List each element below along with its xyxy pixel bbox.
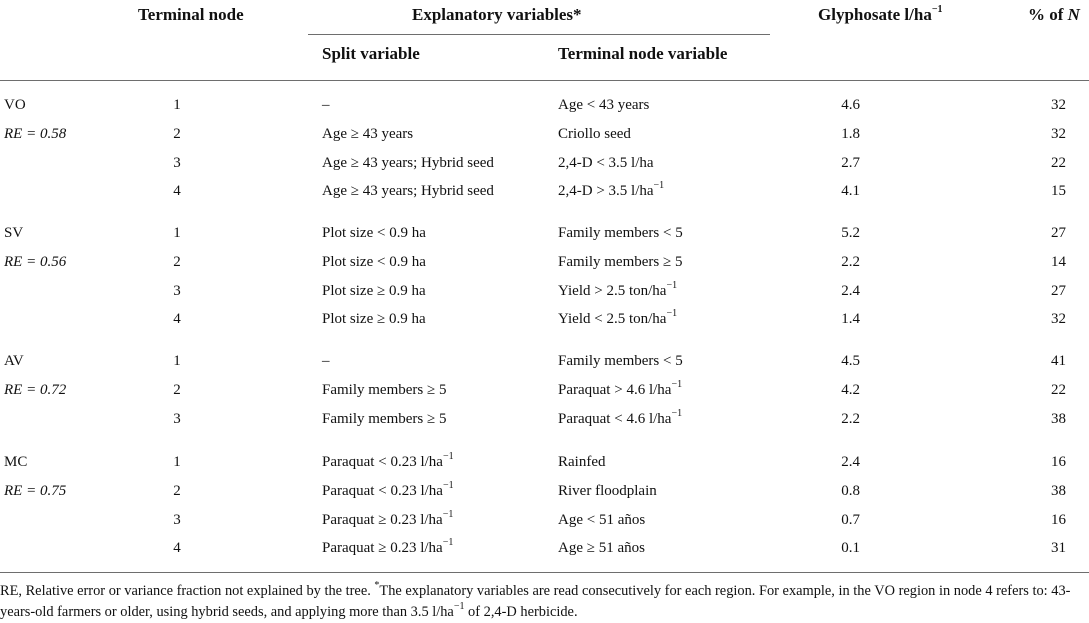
split-variable-cell-text: Family members ≥ 5 [322, 381, 447, 398]
terminal-node-number: 2 [173, 381, 181, 398]
split-variable-cell-exponent: −1 [442, 451, 454, 462]
terminal-node-variable-cell-text: 2,4-D < 3.5 l/ha [558, 154, 654, 171]
terminal-node-number: 1 [173, 353, 181, 369]
terminal-node-variable-cell-text: Age < 43 years [558, 97, 650, 113]
split-variable-cell-text: Paraquat ≥ 0.23 l/ha [322, 511, 443, 528]
split-variable-cell [322, 479, 454, 500]
footnote [0, 581, 1085, 623]
region-relative-error: RE = 0.56 [4, 253, 67, 270]
percent-n-value: 32 [1051, 125, 1066, 142]
footnote-text-end: of 2,4-D herbicide. [464, 604, 578, 620]
region-label: VO [4, 97, 26, 113]
split-variable-cell [322, 96, 330, 114]
glyphosate-value: 4.5 [841, 353, 860, 369]
split-variable-cell [322, 453, 454, 471]
terminal-node-variable-cell-text: 2,4-D > 3.5 l/ha [558, 183, 654, 200]
split-variable-cell-text: Plot size ≥ 0.9 ha [322, 282, 426, 299]
header-pct-n [1028, 5, 1080, 25]
percent-n-value: 16 [1051, 511, 1066, 528]
terminal-node-variable-cell-text: Paraquat > 4.6 l/ha [558, 381, 672, 398]
glyphosate-value: 5.2 [841, 225, 860, 241]
split-variable-cell [322, 282, 426, 300]
terminal-node-variable-cell [558, 182, 664, 200]
percent-n-value: 22 [1051, 154, 1066, 171]
percent-n-value: 27 [1051, 225, 1066, 241]
split-variable-cell-text: Age ≥ 43 years; Hybrid seed [322, 154, 494, 171]
terminal-node-number: 1 [173, 97, 181, 113]
table-bottom-rule [0, 572, 1089, 573]
glyphosate-value: 4.1 [841, 183, 860, 200]
percent-n-value: 16 [1051, 454, 1066, 470]
header-pct-label: % of [1028, 5, 1068, 24]
glyphosate-value: 0.8 [841, 482, 860, 499]
terminal-node-variable-cell [558, 352, 683, 370]
terminal-node-number: 3 [173, 282, 181, 299]
terminal-node-variable-cell [558, 378, 683, 399]
percent-n-value: 38 [1051, 482, 1066, 499]
region-relative-error: RE = 0.58 [4, 125, 67, 142]
percent-n-value: 31 [1051, 540, 1066, 557]
percent-n-value: 14 [1051, 253, 1066, 270]
terminal-node-variable-cell [558, 511, 645, 529]
glyphosate-value: 2.4 [841, 454, 860, 470]
terminal-node-number: 1 [173, 225, 181, 241]
glyphosate-value: 2.7 [841, 154, 860, 171]
terminal-node-variable-cell [558, 224, 683, 242]
glyphosate-value: 0.1 [841, 540, 860, 557]
terminal-node-variable-cell [558, 154, 654, 172]
split-variable-cell-text: Paraquat ≥ 0.23 l/ha [322, 540, 443, 557]
region-relative-error: RE = 0.72 [4, 381, 67, 398]
footnote-re: RE, Relative error or variance fraction not explained by the tree. [0, 583, 375, 599]
terminal-node-variable-cell-text: River floodplain [558, 482, 657, 499]
terminal-node-variable-cell-exponent: −1 [666, 279, 678, 291]
split-variable-cell [322, 125, 413, 143]
split-variable-cell-text: Age ≥ 43 years; Hybrid seed [322, 183, 494, 200]
terminal-node-variable-cell [558, 310, 677, 328]
terminal-node-variable-cell-text: Rainfed [558, 454, 606, 470]
region-label: MC [4, 454, 28, 470]
percent-n-value: 22 [1051, 381, 1066, 398]
terminal-node-variable-cell-text: Paraquat < 4.6 l/ha [558, 410, 672, 427]
terminal-node-variable-cell-text: Criollo seed [558, 125, 631, 142]
region-label: AV [4, 353, 24, 369]
split-variable-cell [322, 154, 494, 172]
split-variable-cell-text: Paraquat < 0.23 l/ha [322, 482, 443, 499]
split-variable-cell [322, 253, 426, 271]
percent-n-value: 27 [1051, 282, 1066, 299]
region-label: SV [4, 225, 24, 241]
terminal-node-number: 3 [173, 511, 181, 528]
terminal-node-variable-cell [558, 253, 682, 271]
header-split-variable: Split variable [322, 44, 420, 63]
glyphosate-value: 2.4 [841, 282, 860, 299]
terminal-node-number: 2 [173, 482, 181, 499]
split-variable-cell [322, 310, 426, 328]
split-variable-cell-text: Age ≥ 43 years [322, 125, 414, 142]
terminal-node-variable-cell [558, 125, 631, 143]
terminal-node-number: 2 [173, 253, 181, 270]
header-glyphosate-exp: −1 [931, 4, 943, 16]
split-variable-cell [322, 539, 453, 557]
split-variable-cell-text: Plot size ≥ 0.9 ha [322, 311, 426, 328]
footnote-text: The explanatory variables are read consecutively for each region. For example, in the VO region in node 4 refers to: 43-years-old farmers or older, using hybrid seeds, and applying more than 3.5 l/ha [0, 583, 1071, 620]
header-terminal-node-variable: Terminal node variable [558, 44, 728, 63]
glyphosate-value: 2.2 [841, 410, 860, 427]
terminal-node-variable-cell [558, 96, 649, 114]
terminal-node-number: 4 [173, 183, 181, 200]
terminal-node-variable-cell-text: Yield < 2.5 ton/ha [558, 311, 667, 328]
region-relative-error: RE = 0.75 [4, 482, 67, 499]
terminal-node-number: 4 [173, 540, 181, 557]
terminal-node-number: 4 [173, 311, 181, 328]
terminal-node-variable-cell [558, 482, 657, 500]
header-glyphosate-label: Glyphosate l/ha [818, 5, 932, 24]
terminal-node-variable-cell-exponent: −1 [666, 308, 678, 320]
terminal-node-variable-cell [558, 279, 678, 300]
header-pct-n-italic: N [1067, 5, 1080, 24]
split-variable-cell-text: Paraquat < 0.23 l/ha [322, 454, 443, 470]
header-bottom-rule [0, 80, 1089, 81]
glyphosate-value: 4.6 [841, 97, 860, 113]
header-glyphosate [818, 5, 943, 25]
split-variable-cell [322, 224, 426, 242]
terminal-node-variable-cell-exponent: −1 [653, 180, 665, 192]
terminal-node-number: 3 [173, 410, 181, 427]
footnote-star: * [374, 580, 380, 592]
split-variable-cell-text: Plot size < 0.9 ha [322, 225, 426, 241]
terminal-node-number: 3 [173, 154, 181, 171]
split-variable-cell [322, 410, 446, 428]
split-variable-cell [322, 352, 330, 370]
split-variable-cell-text: Plot size < 0.9 ha [322, 253, 426, 270]
split-variable-cell-exponent: −1 [442, 479, 454, 491]
split-variable-cell-text: – [322, 97, 330, 113]
percent-n-value: 41 [1051, 353, 1066, 369]
glyphosate-value: 1.4 [841, 311, 860, 328]
terminal-node-variable-cell [558, 539, 645, 557]
explanatory-underline [308, 34, 770, 35]
split-variable-cell [322, 508, 454, 529]
terminal-node-variable-cell-text: Age ≥ 51 años [558, 540, 645, 557]
glyphosate-value: 2.2 [841, 253, 860, 270]
split-variable-cell-text: Family members ≥ 5 [322, 410, 447, 427]
terminal-node-variable-cell [558, 453, 605, 471]
terminal-node-variable-cell-text: Family members ≥ 5 [558, 253, 683, 270]
footnote-exp: −1 [453, 601, 465, 613]
percent-n-value: 32 [1051, 97, 1066, 113]
glyphosate-value: 1.8 [841, 125, 860, 142]
percent-n-value: 32 [1051, 311, 1066, 328]
terminal-node-variable-cell-exponent: −1 [671, 407, 683, 419]
percent-n-value: 38 [1051, 410, 1066, 427]
terminal-node-variable-cell-text: Yield > 2.5 ton/ha [558, 282, 667, 299]
header-explanatory-variables: Explanatory variables* [412, 5, 582, 24]
split-variable-cell-exponent: −1 [442, 508, 454, 520]
split-variable-cell [322, 182, 494, 200]
terminal-node-variable-cell-text: Family members < 5 [558, 225, 683, 241]
split-variable-cell-exponent: −1 [442, 537, 454, 549]
terminal-node-variable-cell-text: Age < 51 años [558, 511, 646, 528]
percent-n-value: 15 [1051, 183, 1066, 200]
glyphosate-value: 0.7 [841, 511, 860, 528]
terminal-node-number: 2 [173, 125, 181, 142]
split-variable-cell-text: – [322, 353, 330, 369]
header-terminal-node: Terminal node [138, 5, 244, 24]
terminal-node-variable-cell-exponent: −1 [671, 378, 683, 390]
terminal-node-variable-cell [558, 407, 683, 428]
terminal-node-variable-cell-text: Family members < 5 [558, 353, 683, 369]
terminal-node-number: 1 [173, 454, 181, 470]
split-variable-cell [322, 381, 446, 399]
glyphosate-value: 4.2 [841, 381, 860, 398]
